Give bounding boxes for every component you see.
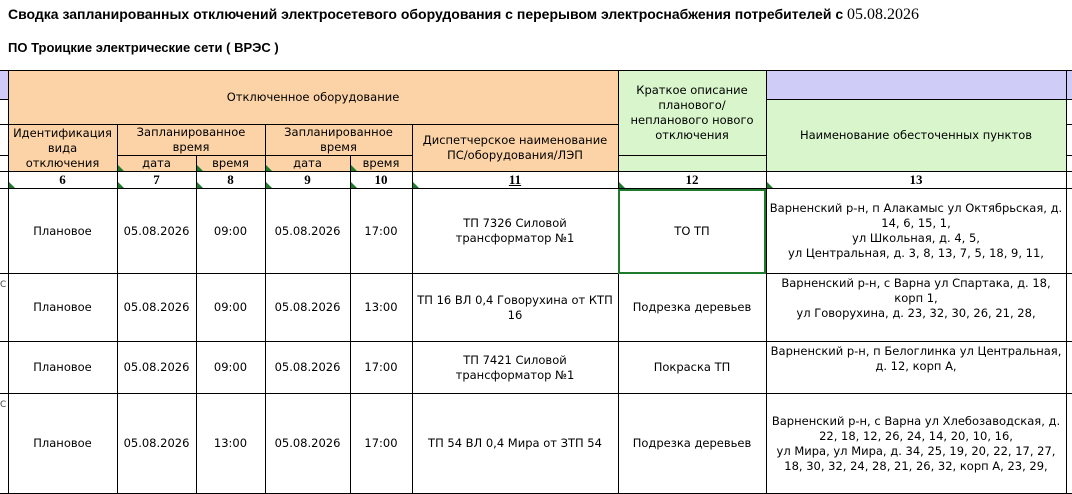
col-number: 11 [412, 172, 618, 189]
col-header-equipment-name: Диспетчерское наименование ПС/оборудования/ЛЭП [412, 125, 618, 172]
cell-equipment[interactable]: ТП 54 ВЛ 0,4 Мира от ЗТП 54 [412, 394, 618, 494]
cell-points[interactable] [766, 342, 1066, 394]
cell-points[interactable] [766, 394, 1066, 494]
cell-equipment[interactable]: ТП 7421 Силовой трансформатор №1 [412, 342, 618, 394]
col-number: 10 [350, 172, 412, 189]
cell-date-end[interactable]: 05.08.2026 [265, 274, 350, 342]
cell-date-end[interactable]: 05.08.2026 [265, 394, 350, 494]
cell-type[interactable]: Плановое [8, 394, 117, 494]
cell-date-start[interactable]: 05.08.2026 [117, 394, 196, 494]
header-edge-cell [1066, 100, 1072, 125]
cell-equipment[interactable]: ТП 7326 Силовой трансформатор №1 [412, 189, 618, 274]
row-edge-cell [1066, 274, 1072, 342]
cell-date-end[interactable]: 05.08.2026 [265, 342, 350, 394]
row-edge-cell [1066, 342, 1072, 394]
table-row[interactable] [0, 342, 1072, 394]
header-edge-cell [1066, 125, 1072, 156]
col-number: 6 [8, 172, 117, 189]
table-row[interactable] [0, 274, 1072, 342]
cell-time-start[interactable]: 09:00 [196, 274, 265, 342]
col-header-points: Наименование обесточенных пунктов [766, 100, 1066, 172]
points-line: ул Говорухина, д. 23, 32, 30, 26, 21, 28, [796, 306, 1036, 320]
points-line: Варненский р-н, с Варна ул Хлебозаводская, д. 22, 18, 12, 26, 24, 14, 20, 10, 16, [771, 413, 1061, 443]
cell-time-end[interactable]: 17:00 [350, 189, 412, 274]
number-stub-cell [0, 172, 8, 189]
header-stub-cell [0, 71, 8, 100]
report-subtitle: ПО Троицкие электрические сети ( ВРЭС ) [8, 40, 279, 55]
number-edge-cell [1066, 172, 1072, 189]
points-line: Варненский р-н, с Варна ул Спартака, д. 18, корп 1, [781, 276, 1051, 305]
cell-time-start[interactable]: 09:00 [196, 189, 265, 274]
header-edge-cell [1066, 156, 1072, 172]
cell-description-selected[interactable]: ТО ТП [618, 189, 766, 274]
outage-table [0, 70, 1072, 494]
cell-date-start[interactable]: 05.08.2026 [117, 274, 196, 342]
col-number: 12 [618, 172, 766, 189]
points-line: ул Мира, ул Мира, д. 34, 25, 19, 20, 22, 17, 27, 18, 30, 32, 24, 28, 21, 26, 32, корп А, 23, 29, [776, 443, 1056, 473]
cell-time-start[interactable]: 13:00 [196, 394, 265, 494]
header-stub-cell [0, 100, 8, 125]
cell-type[interactable]: Плановое [8, 189, 117, 274]
group-header-description: Краткое описание планового/непланового нового отключения [618, 71, 766, 156]
report-title-text: Сводка запланированных отключений электросетевого оборудования с перерывом электроснабжения потребителей с [8, 6, 844, 22]
col-header-time-end: время [350, 156, 412, 172]
points-line: ул Школьная, д. 4, 5, [852, 231, 980, 245]
row-stub: С [0, 274, 8, 342]
cell-date-start[interactable]: 05.08.2026 [117, 189, 196, 274]
cell-type[interactable]: Плановое [8, 274, 117, 342]
row-stub [0, 342, 8, 394]
col-header-planned-end: Запланированное время [265, 125, 412, 156]
col-number: 13 [766, 172, 1066, 189]
points-line: ул Центральная, д. 3, 8, 13, 7, 5, 18, 9, 11, [788, 246, 1044, 260]
col-header-date-start: дата [117, 156, 196, 172]
cell-time-end[interactable]: 17:00 [350, 394, 412, 494]
col-header-date-end: дата [265, 156, 350, 172]
cell-equipment[interactable]: ТП 16 ВЛ 0,4 Говорухина от КТП 16 [412, 274, 618, 342]
report-title [8, 6, 1068, 24]
header-stub-cell [0, 156, 8, 172]
points-line: Варненский р-н, п Алакамыс ул Октябрьская, д. 14, 6, 15, 1, [769, 201, 1063, 230]
col-number: 8 [196, 172, 265, 189]
col-number: 9 [265, 172, 350, 189]
cell-date-end[interactable]: 05.08.2026 [265, 189, 350, 274]
cell-time-end[interactable]: 13:00 [350, 274, 412, 342]
cell-type[interactable]: Плановое [8, 342, 117, 394]
header-stub-cell [0, 125, 8, 156]
description-header-lower [618, 156, 766, 172]
cell-time-end[interactable]: 17:00 [350, 342, 412, 394]
points-line: Варненский р-н, п Белоглинка ул Центральная, д. 12, корп А, [770, 344, 1062, 373]
cell-description[interactable]: Подрезка деревьев [618, 274, 766, 342]
cell-points[interactable] [766, 274, 1066, 342]
cell-points[interactable] [766, 189, 1066, 274]
group-header-equipment: Отключенное оборудование [8, 71, 618, 125]
header-edge-cell [1066, 71, 1072, 100]
report-title-date: 05.08.2026 [847, 6, 920, 23]
cell-date-start[interactable]: 05.08.2026 [117, 342, 196, 394]
row-edge-cell [1066, 394, 1072, 494]
group-header-blank [766, 71, 1066, 100]
col-header-planned-start: Запланированное время [117, 125, 265, 156]
row-stub: С [0, 394, 8, 494]
table-row[interactable] [0, 189, 1072, 274]
col-header-time-start: время [196, 156, 265, 172]
row-edge-cell [1066, 189, 1072, 274]
table-row[interactable] [0, 394, 1072, 494]
cell-description[interactable]: Покраска ТП [618, 342, 766, 394]
cell-description[interactable]: Подрезка деревьев [618, 394, 766, 494]
cell-time-start[interactable]: 09:00 [196, 342, 265, 394]
col-number: 7 [117, 172, 196, 189]
row-stub [0, 189, 8, 274]
col-header-type: Идентификация вида отключения [8, 125, 117, 172]
